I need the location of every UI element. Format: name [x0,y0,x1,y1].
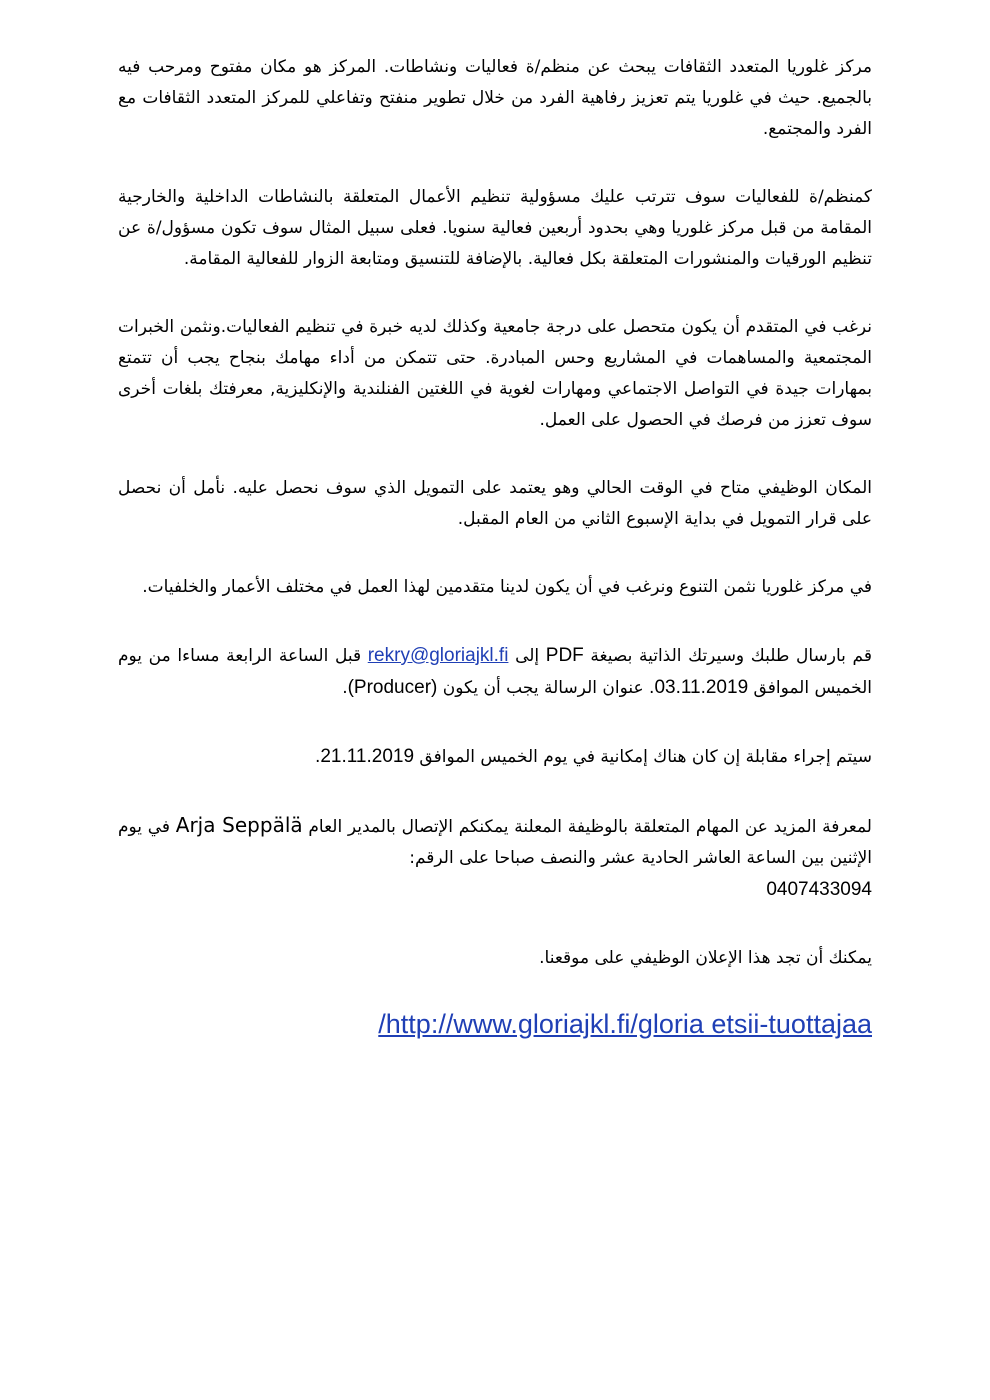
interview-date: 21.11.2019 [320,746,415,767]
email-link[interactable]: rekry@gloriajkl.fi [367,645,509,666]
website-link[interactable]: /http://www.gloriajkl.fi/gloria etsii-tuottajaa [378,1009,872,1039]
contact-text-1: لمعرفة المزيد عن المهام المتعلقة بالوظيفة المعلنة يمكنكم الإتصال بالمدير العام [302,817,872,837]
website-link-container [118,1009,872,1040]
intro-paragraph: مركز غلوريا المتعدد الثقافات يبحث عن منظم/ة فعاليات ونشاطات. المركز هو مكان مفتوح ومرحب فيه بالجميع. حيث في غلوريا يتم تعزيز رفاهية الفرد من خلال تطوير منفتح وتفاعلي للمركز المتعدد الثقافات مع الفرد والمجتمع. [118,57,872,139]
document-page [118,52,872,1040]
requirements-paragraph: نرغب في المتقدم أن يكون متحصل على درجة جامعية وكذلك لديه خبرة في تنظيم الفعاليات.ونثمن الخبرات المجتمعية والمساهمات في المشاريع وحس المبادرة. حتى تتمكن من أداء مهامك بنجاح يجب أن تتمتع بمهارات جيدة في التواصل الاجتماعي ومهارات لغوية في اللغتين الفنلندية والإنكليزية, معرفتك بلغات أخرى سوف تعزز من فرصك في الحصول على العمل. [118,317,872,430]
application-text-3: قبل الساعة الرابعة مساءا من يوم الخميس الموافق [118,646,872,698]
contact-name: Arja Seppälä [175,813,303,837]
deadline-date: 03.11.2019 [654,677,749,698]
contact-paragraph [118,810,872,906]
contact-text-2: في يوم الإثنين بين الساعة العاشر الحادية عشر والنصف صباحا على الرقم: [118,817,872,868]
funding-paragraph: المكان الوظيفي متاح في الوقت الحالي وهو يعتمد على التمويل الذي سوف نحصل عليه. نأمل أن نحصل على قرار التمويل في بداية الإسبوع الثاني من العام المقبل. [118,478,872,529]
application-text-1: قم بارسال طلبك وسيرتك الذاتية بصيغة [583,646,872,666]
responsibilities-paragraph: كمنظم/ة للفعاليات سوف تترتب عليك مسؤولية تنظيم الأعمال المتعلقة بالنشاطات الداخلية والخارجية المقامة من قبل مركز غلوريا وهي بحدود أربعين فعالية سنويا. فعلى سبيل المثال سوف تكون مسؤول/ة عن تنظيم الورقيات والمنشورات المتعلقة بكل فعالية. بالإضافة للتنسيق ومتابعة الزوار للفعالية المقامة. [118,187,872,269]
interview-text-1: سيتم إجراء مقابلة إن كان هناك إمكانية في يوم الخميس الموافق [414,747,872,767]
interview-text-2: . [314,747,321,767]
application-text-4: . عنوان الرسالة يجب أن يكون [437,678,655,698]
contact-phone: 0407433094 [766,879,872,900]
application-text-5: . [342,678,348,698]
application-text-2: إلى [508,646,546,666]
application-paragraph [118,640,872,704]
pdf-label: PDF [545,645,584,666]
interview-paragraph [118,741,872,773]
diversity-paragraph: في مركز غلوريا نثمن التنوع ونرغب في أن يكون لدينا متقدمين لهذا العمل في مختلف الأعمار والخلفيات. [142,577,872,597]
website-note-paragraph: يمكنك أن تجد هذا الإعلان الوظيفي على موقعنا. [539,948,872,968]
subject-label: (Producer) [347,677,438,698]
